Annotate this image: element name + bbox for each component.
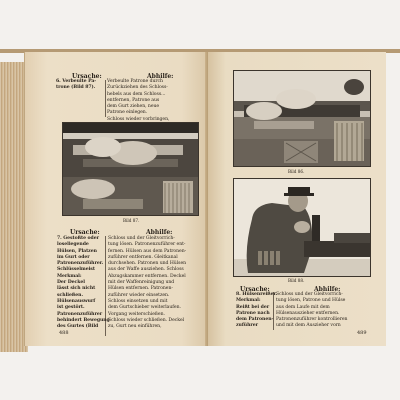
cause-header: Ursache: xyxy=(72,73,102,80)
right-page-number: 489 xyxy=(357,330,367,336)
cause-top-text: 6. Verbeulte Pa- trone (Bild 87). xyxy=(56,79,97,91)
cause-header-2: Ursache: xyxy=(70,229,100,236)
remedy-header-2: Abhilfe: xyxy=(146,229,173,236)
figure-88-caption: Bild 88. xyxy=(288,278,305,283)
remedy-header-right: Abhilfe: xyxy=(314,286,341,293)
remedy-bottom-text: Schloss und der Gleitvorrich- tung lösen. Patronenzuführer ent- fernen. Hülsen aus dem Patronen- zuführer entfernen. Gleitkanal durchsehen. Patronen und Hülsen aus der Waffe ausziehen. Schloss Abzugskammer entfernen. Deckel mit der Waffenreinigung und Hülsen entfernen. Patronen- zuführer wieder einsetzen. Schloss einsetzen und mit dem Gurtschieber weiterlaufen. Vorgang weiterschießen. Schloss wieder schließen. Deckel zu, Gurt neu einführen, xyxy=(108,236,187,330)
figure-88-photo xyxy=(233,178,371,277)
remedy-top-text: Verbeulte Patrone durch Zurückziehen des Schloss- hebels aus dem Schloss... entfernen, Patrone aus dem Gurt ziehen, neue Patrone einlegen. Schloss wieder vorbringen, xyxy=(107,79,170,122)
figure-86-photo xyxy=(233,70,371,167)
figure-87-caption: Bild 87. xyxy=(123,218,140,223)
figure-87-photo xyxy=(62,122,199,216)
figure-86-caption: Bild 86. xyxy=(288,169,305,174)
cause-right-text: 8. Hülsenreißer. Merkmal: Reißt bei der Patrone nach dem Patronen- zuführer xyxy=(236,292,277,329)
column-divider xyxy=(105,80,106,117)
cause-bottom-text: 7. Gestoßte oder loseliegende Hülsen, Platzen im Gurt oder Patronenzuführer. Schlüsselmeist Merkmal: Der Deckel lässt sich nicht schließen. Hülsenauswurf ist gestört. Patronenzuführer behindert Bewegung des Gurtes (Bild xyxy=(57,236,110,330)
cause-header-right: Ursache: xyxy=(240,286,270,293)
left-page-number: 488 xyxy=(59,330,69,336)
remedy-header: Abhilfe: xyxy=(147,73,174,80)
remedy-right-text: Schloss und der Gleitvorrich- tung lösen, Patrone und Hülse aus dem Laufe mit dem Hülsenauszieher entfernen. Patronenzuführer kontrollieren und mit dem Auszieher vorn xyxy=(276,292,348,329)
